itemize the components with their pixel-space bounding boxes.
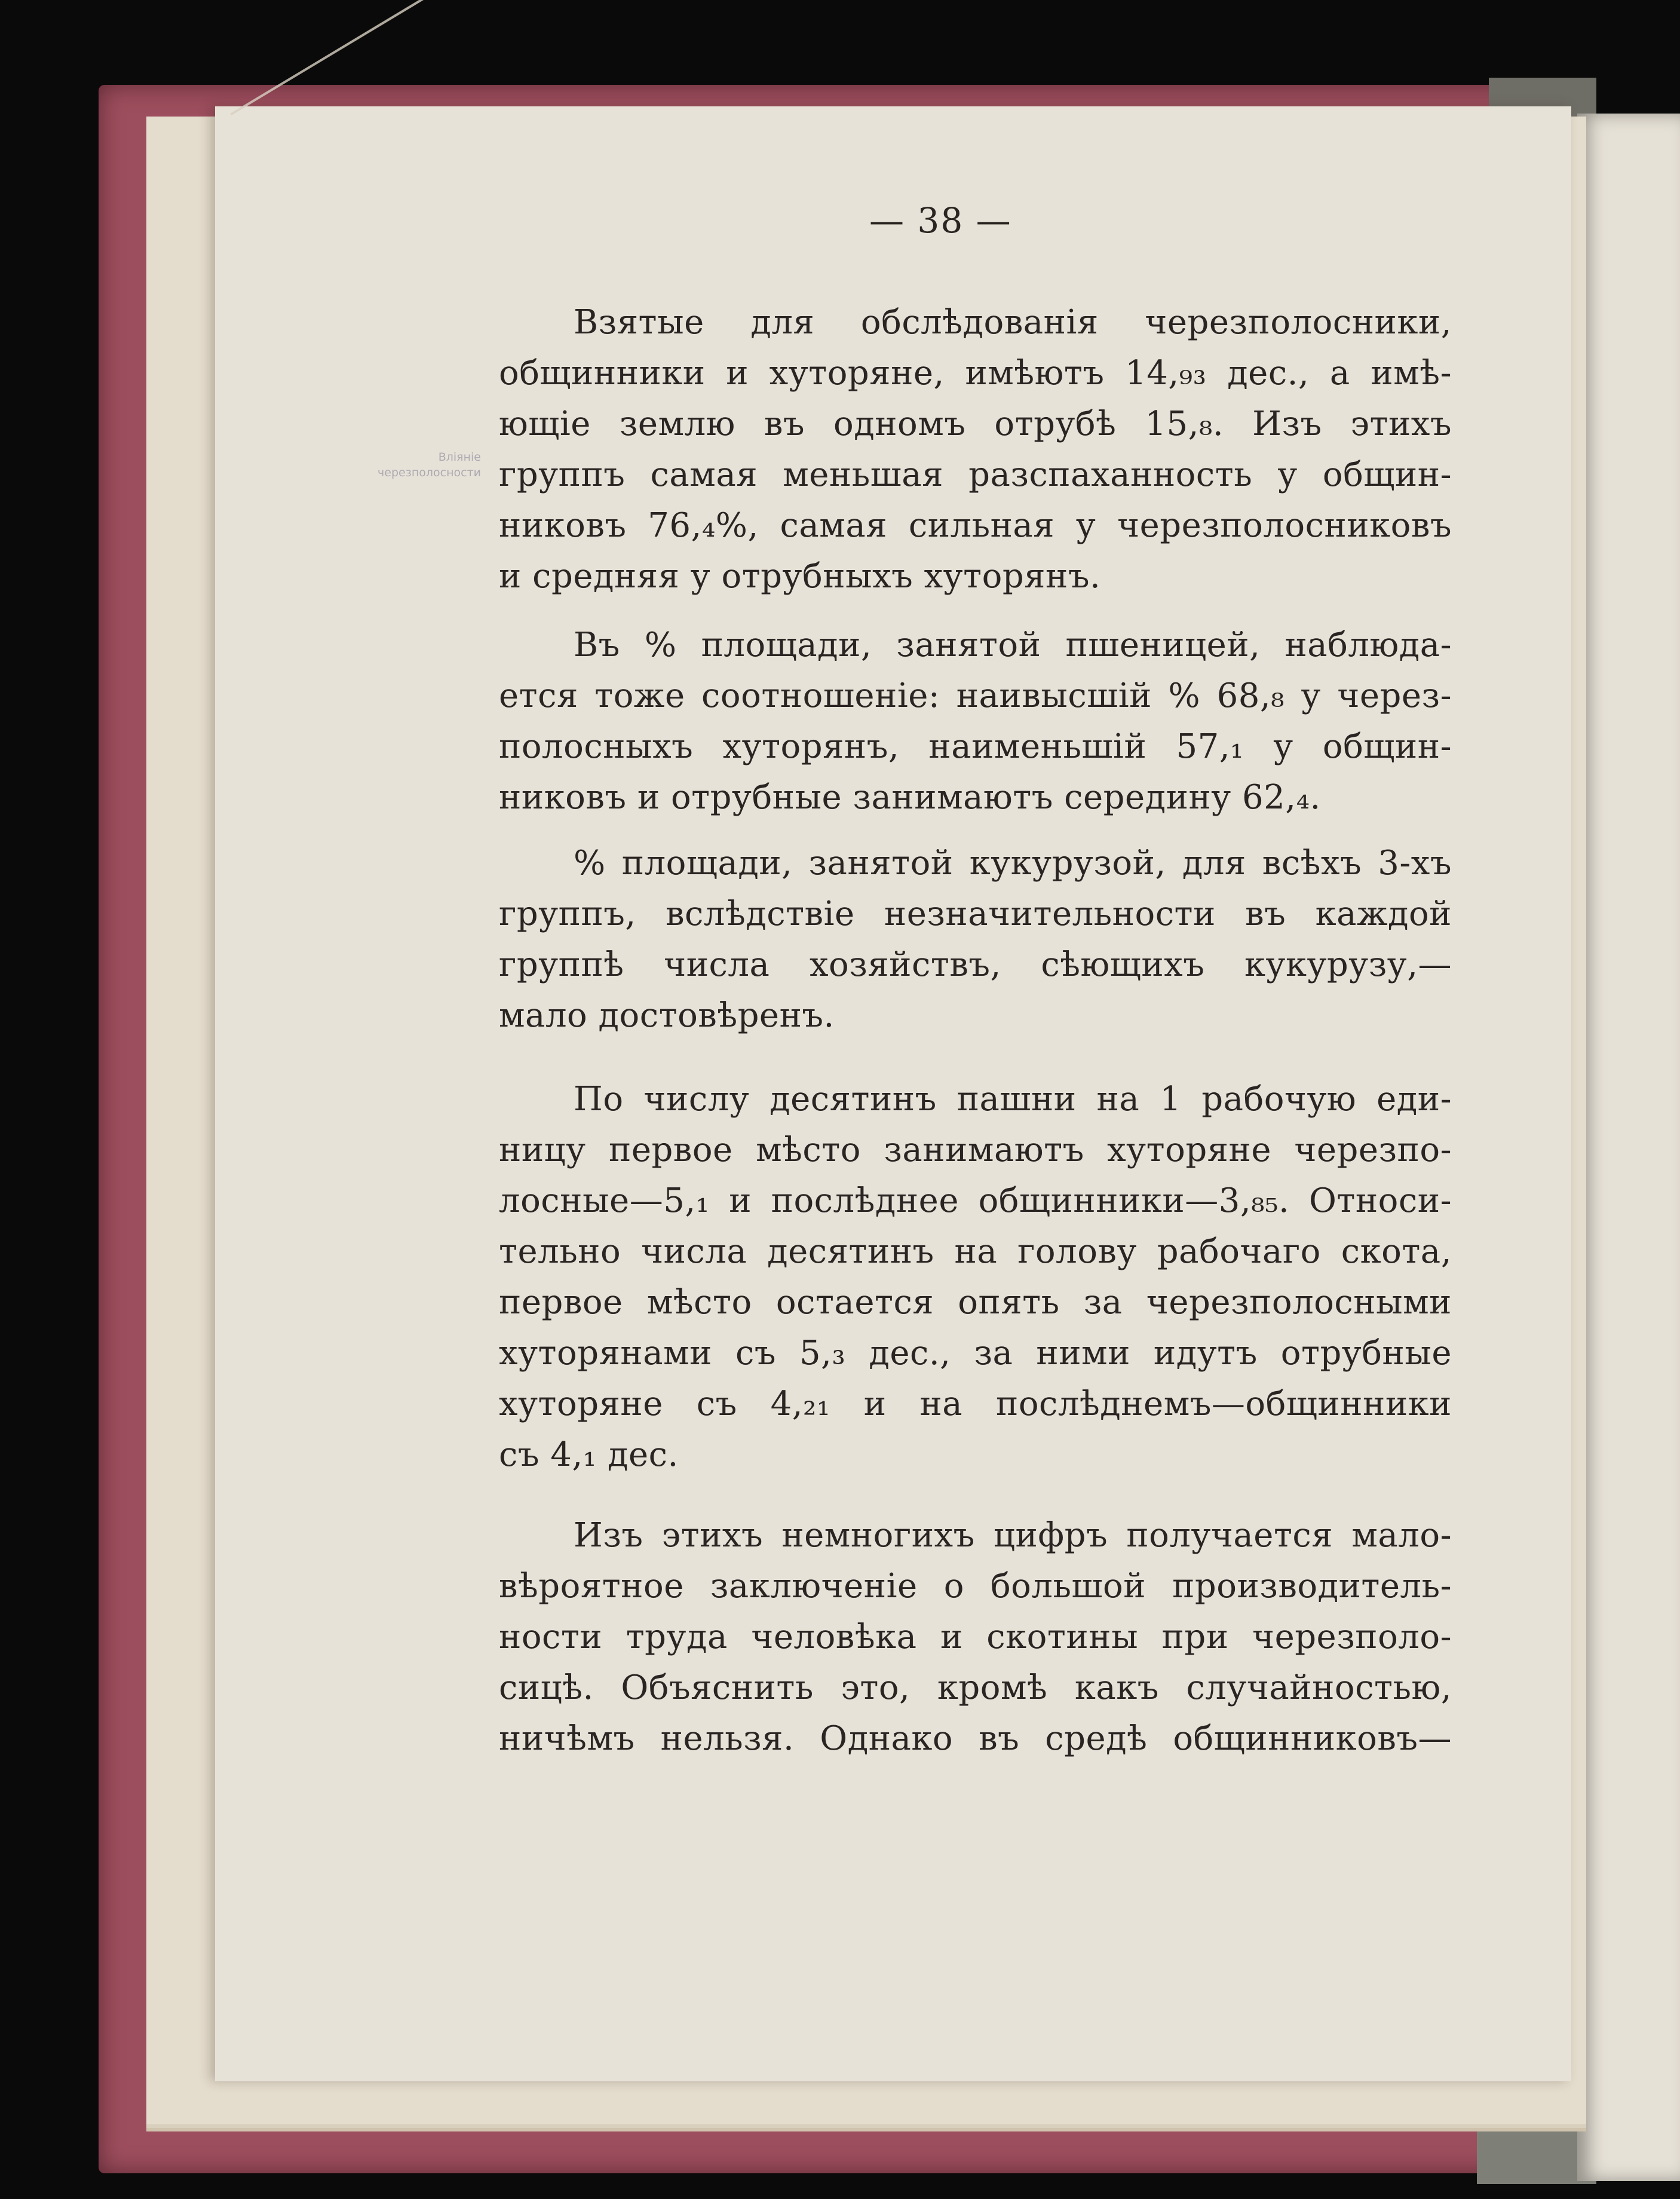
text-line: ется тоже соотношеніе: наивысшій % 68,₈ у через- bbox=[499, 676, 1452, 715]
text-line: группѣ числа хозяйствъ, сѣющихъ кукурузу,— bbox=[499, 945, 1452, 984]
page-number: — 38 — bbox=[869, 200, 1012, 241]
text-line: вѣроятное заключеніе о большой производитель- bbox=[499, 1567, 1452, 1606]
text-line: По числу десятинъ пашни на 1 рабочую еди- bbox=[574, 1080, 1452, 1119]
text-line: Изъ этихъ немногихъ цифръ получается мало- bbox=[574, 1516, 1452, 1555]
next-page-edge bbox=[1577, 114, 1680, 2181]
text-line: хуторяне съ 4,₂₁ и на послѣднемъ—общинники bbox=[499, 1385, 1452, 1423]
text-line: сицѣ. Объяснить это, кромѣ какъ случайностью, bbox=[499, 1668, 1452, 1707]
text-line: никовъ и отрубные занимаютъ середину 62,₄. bbox=[499, 778, 1321, 817]
text-line: ности труда человѣка и скотины при черезполо- bbox=[499, 1618, 1452, 1656]
text-line: первое мѣсто остается опять за черезполосными bbox=[499, 1283, 1452, 1322]
text-line: мало достовѣренъ. bbox=[499, 996, 835, 1035]
text-line: ющіе землю въ одномъ отрубѣ 15,₈. Изъ этихъ bbox=[499, 405, 1452, 443]
text-line: никовъ 76,₄%, самая сильная у черезполосниковъ bbox=[499, 506, 1452, 545]
text-line: съ 4,₁ дес. bbox=[499, 1435, 679, 1474]
text-line: тельно числа десятинъ на голову рабочаго скота, bbox=[499, 1232, 1452, 1271]
text-line: Взятые для обслѣдованія черезполосники, bbox=[574, 303, 1452, 342]
text-line: % площади, занятой кукурузой, для всѣхъ 3-хъ bbox=[574, 844, 1452, 883]
text-line: хуторянами съ 5,₃ дес., за ними идутъ отрубные bbox=[499, 1334, 1452, 1373]
text-line: лосные—5,₁ и послѣднее общинники—3,₈₅. Относи- bbox=[499, 1181, 1452, 1220]
text-line: Въ % площади, занятой пшеницей, наблюда- bbox=[574, 626, 1452, 664]
text-line: ничѣмъ нельзя. Однако въ средѣ общинниковъ— bbox=[499, 1719, 1452, 1758]
text-line: общинники и хуторяне, имѣютъ 14,₉₃ дес., а имѣ- bbox=[499, 354, 1452, 393]
text-line: полосныхъ хуторянъ, наименьшій 57,₁ у общин- bbox=[499, 727, 1452, 766]
text-line: и средняя у отрубныхъ хуторянъ. bbox=[499, 557, 1101, 596]
margin-note-stamp: Вліяніе черезполосности bbox=[378, 451, 481, 479]
text-line: группъ, вслѣдствіе незначительности въ каждой bbox=[499, 895, 1452, 933]
text-line: группъ самая меньшая разспаханность у общин- bbox=[499, 455, 1452, 494]
text-line: ницу первое мѣсто занимаютъ хуторяне черезпо- bbox=[499, 1131, 1452, 1169]
